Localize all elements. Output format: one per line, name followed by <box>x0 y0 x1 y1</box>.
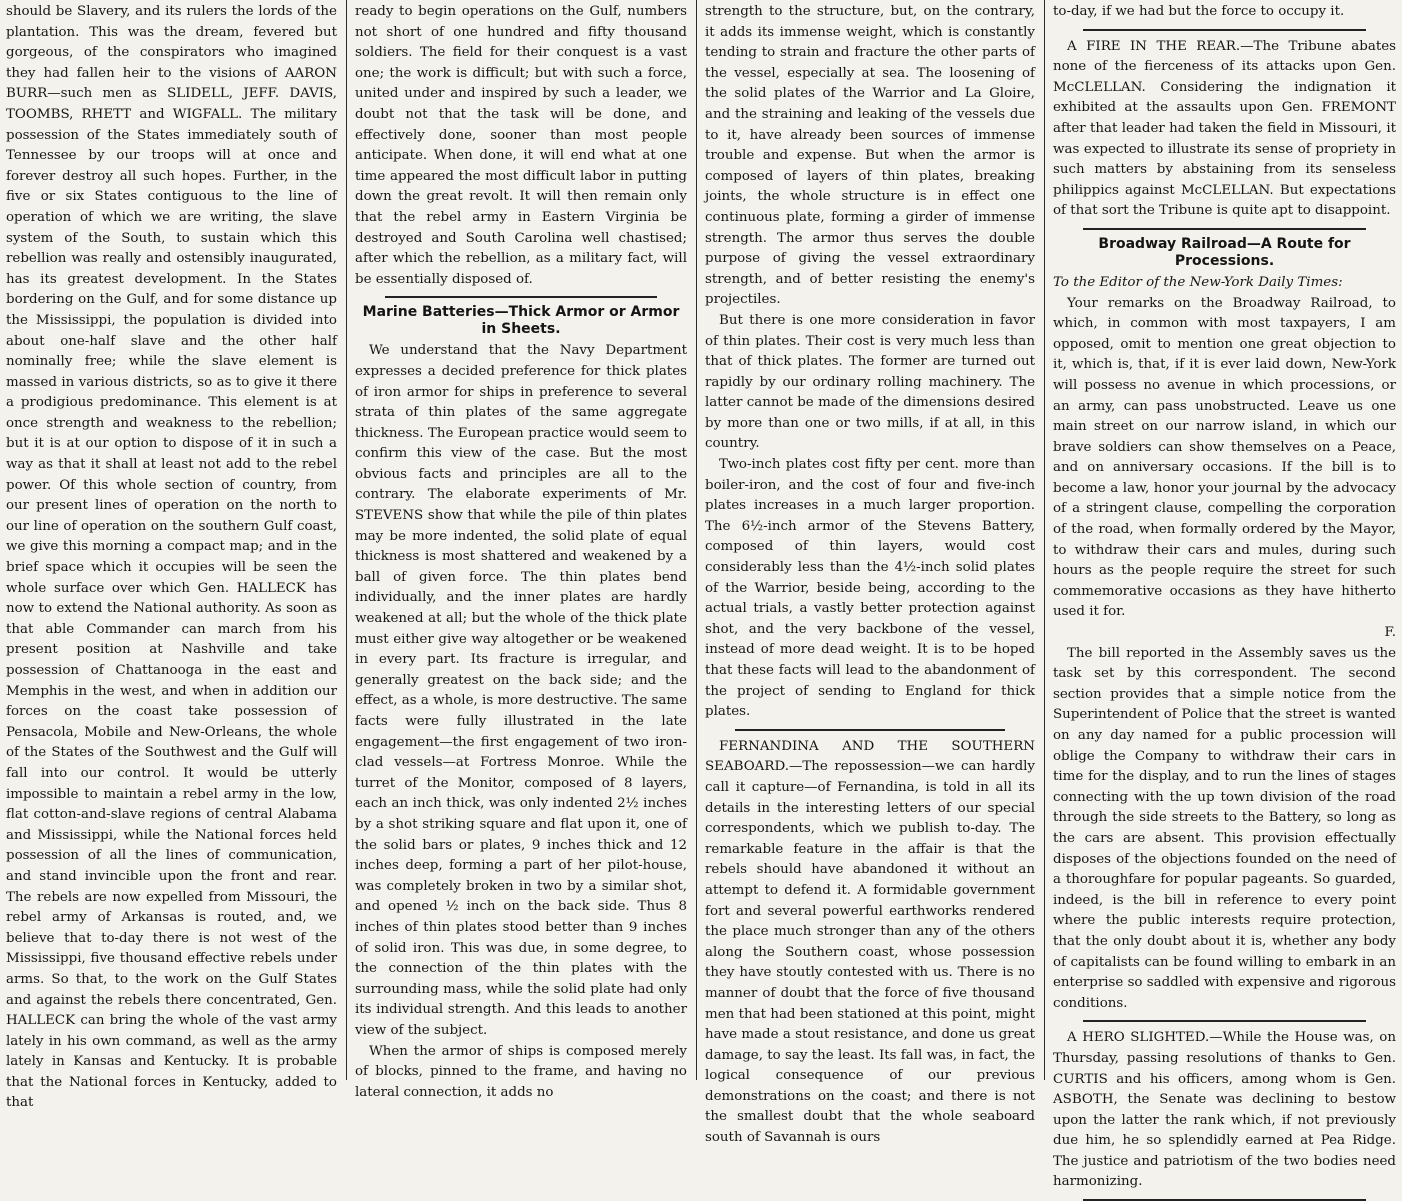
article-heading: Broadway Railroad—A Route for Processions. <box>1098 235 1351 269</box>
article-paragraph: should be Slavery, and its rulers the lords of the plantation. This was the dream, fevered but gorgeous, of the conspirators who imagined they had fallen heir to the visions of AARON BURR—such men as SLIDELL, JEFF. DAVIS, TOOMBS, RHETT and WIGFALL. The military possession of the States immediately south of Tennessee by our troops will at once and forever destroy all such hopes. Further, in the five or six States contiguous to the line of operation of which we are writing, the slave system of the South, to sustain which this rebellion was really and ostensibly inaugurated, has its greatest development. In the States bordering on the Gulf, and for some distance up the Mississippi, the population is divided into about one-half slave and the other half nominally free; while the slave element is massed in various districts, so as to give it there a prodigious predominance. This element is at once strength and weakness to the rebellion; but it is at our option to dispose of it in such a way as that it shall at least not add to the rebel power. Of this whole section of country, from our present lines of operation on the north to our line of operation on the southern Gulf coast, we give this morning a compact map; and in the brief space which it occupies will be seen the whole surface over which Gen. HALLECK has now to extend the National authority. As soon as that able Commander can march from his present position at Nashville and take possession of Chattanooga in the east and Memphis in the west, and when in addition our forces on the coast take possession of Pensacola, Mobile and New-Orleans, the whole of the States of the Southwest and the Gulf will fall into our control. It would be utterly impossible to maintain a rebel army in the low, flat cotton-and-slave regions of central Alabama and Mississippi, while the National forces held possession of all the lines of communication, and stand invincible upon the front and rear. The rebels are now expelled from Missouri, the rebel army of Arkansas is routed, and, we believe that to-day there is not west of the Mississippi, five thousand effective rebels under arms. So that, to the work on the Gulf States and against the rebels there concentrated, Gen. HALLECK can bring the whole of the vast army lately in his own command, as well as the army lately in Kansas and Kentucky. It is probable that the National forces in Kentucky, added to that <box>6 4 337 1111</box>
article-paragraph: When the armor of ships is composed merely of blocks, pinned to the frame, and having no lateral connection, it adds no <box>355 1043 687 1100</box>
article-paragraph: strength to the structure, but, on the contrary, it adds its immense weight, which is constantly tending to strain and fracture the other parts of the vessel, especially at sea. The loosening of the solid plates of the Warrior and La Gloire, and the straining and leaking of the vessels due to it, have already been sources of immense trouble and expense. But when the armor is composed of layers of thin plates, breaking joints, the whole structure is in effect one continuous plate, forming a girder of immense strength. The armor thus serves the double purpose of giving the vessel extraordinary strength, and of better resisting the enemy's projectiles. <box>705 4 1035 308</box>
section-divider <box>1083 1020 1366 1022</box>
article-paragraph: But there is one more consideration in favor of thin plates. Their cost is very much less than that of thick plates. The former are turned out rapidly by our ordinary rolling machinery. The latter cannot be made of the dimensions desired by more than one or two mills, if at all, in this country. <box>705 312 1035 452</box>
article-paragraph: ready to begin operations on the Gulf, numbers not short of one hundred and fifty thousand soldiers. The field for their conquest is a vast one; the work is difficult; but with such a force, united under and inspired by such a leader, we doubt not that the task will be done, and effectively done, sooner than most people anticipate. When done, it will end what at one time appeared the most difficult labor in putting down the great revolt. It will then remain only that the rebel army in Eastern Virginia be destroyed and South Carolina well chastised; after which the rebellion, as a military fact, will be essentially disposed of. <box>355 4 687 287</box>
article-paragraph: Two-inch plates cost fifty per cent. more than boiler-iron, and the cost of four and five-inch plates increases in a much larger proportion. The 6½-inch armor of the Stevens Battery, composed of thin layers, would cost considerably less than the 4½-inch solid plates of the Warrior, beside being, according to the actual trials, a vastly better protection against shot, and the very backbone of the vessel, instead of more dead weight. It is to be hoped that these facts will lead to the abandonment of the project of sending to England for thick plates. <box>705 457 1035 720</box>
column-rule <box>1044 0 1045 1080</box>
column-1 <box>0 0 343 1111</box>
section-divider <box>385 296 657 298</box>
column-rule <box>346 0 347 1080</box>
column-rule <box>696 0 697 1080</box>
section-divider <box>1083 29 1366 31</box>
article-paragraph: FERNANDINA AND THE SOUTHERN SEABOARD.—The repossession—we can hardly call it capture—of Fernandina, is told in all its details in the interesting letters of our special correspondents, which we publish to-day. The remarkable feature in the affair is that the rebels should have abandoned it without an attempt to defend it. A formidable government fort and several powerful earthworks rendered the place much stronger than any of the others along the Southern coast, whose possession they have stoutly contested with us. There is no manner of doubt that the force of five thousand men that had been stationed at this point, might have made a stout resistance, and done us great damage, to say the least. Its fall was, in fact, the logical consequence of our previous demonstrations on the coast; and there is not the smallest doubt that the whole seaboard south of Savannah is ours <box>705 738 1035 1146</box>
article-paragraph: We understand that the Navy Department expresses a decided preference for thick plates of iron armor for ships in preference to several strata of thin plates of the same aggregate thickness. The European practice would seem to confirm this view of the case. But the most obvious facts and principles are all to the contrary. The elaborate experiments of Mr. STEVENS show that while the pile of thin plates may be more indented, the solid plate of equal thickness is most shattered and weakened by a ball of given force. The thin plates bend individually, and the inner plates are hardly weakened at all; but the whole of the thick plate must either give way altogether or be weakened in every part. Its fracture is irregular, and generally greatest on the back side; and the effect, as a whole, is more destructive. The same facts were fully illustrated in the late engagement—the first engagement of two iron-clad vessels—at Fortress Monroe. While the turret of the Monitor, composed of 8 layers, each an inch thick, was only indented 2½ inches by a shot striking square and flat upon it, one of the solid bars or plates, 9 inches thick and 12 inches deep, forming a part of her pilot-house, was completely broken in two by a similar shot, and opened ½ inch on the back side. Thus 8 inches of thin plates stood better than 9 inches of solid iron. This was due, in some degree, to the connection of the thin plates with the surrounding mass, while the solid plate had only its individual strength. And this leads to another view of the subject. <box>355 343 687 1038</box>
article-paragraph: The bill reported in the Assembly saves us the task set by this correspondent. The second section provides that a simple notice from the Superintendent of Police that the street is wanted on any day named for a public procession will oblige the Company to withdraw their cars in time for the display, and to run the lines of stages connecting with the up town division of the road through the side streets to the Battery, so long as the cars are absent. This provision effectually disposes of the objections founded on the need of a thoroughfare for popular pageants. So guarded, indeed, is the bill in reference to every point where the public interests require protection, that the only doubt about it is, whether any body of capitalists can be found willing to embark in an enterprise so saddled with expensive and rigorous conditions. <box>1053 645 1397 1011</box>
column-4 <box>1047 0 1402 1190</box>
letter-salutation: To the Editor of the New-York Daily Times: <box>1053 274 1343 290</box>
column-3 <box>699 0 1041 1146</box>
letter-body: Your remarks on the Broadway Railroad, to which, in common with most taxpayers, I am opposed, omit to mention one great objection to it, which is, that, if it is ever laid down, New-York will possess no avenue in which processions, or an army, can pass unobstructed. Leave us one main street on our narrow island, in which our brave soldiers can show themselves on a Peace, and on anniversary occasions. If the bill is to become a law, honor your journal by the advocacy of a stringent clause, compelling the corporation of the road, when formally ordered by the Mayor, to withdraw their cars and mules, during such hours as the people require the street for such commemorative occasions as they have hitherto used it for. <box>1053 295 1396 620</box>
article-heading: Marine Batteries—Thick Armor or Armor in Sheets. <box>362 304 680 338</box>
letter-signature: F. <box>1384 625 1396 641</box>
article-paragraph: A HERO SLIGHTED.—While the House was, on Thursday, passing resolutions of thanks to Gen. CURTIS and his officers, among whom is Gen. ASBOTH, the Senate was declining to bestow upon the latter the rank which, if not previously due him, he so splendidly earned at Pea Ridge. The justice and patriotism of the two bodies need harmonizing. <box>1053 1030 1396 1190</box>
section-divider <box>1083 228 1366 230</box>
column-2 <box>349 0 693 1100</box>
article-paragraph: A FIRE IN THE REAR.—The Tribune abates none of the fierceness of its attacks upon Gen. McCLELLAN. Considering the indignation it exhibited at the assaults upon Gen. FREMONT after that leader had taken the field in Missouri, it was expected to illustrate its sense of propriety in such matters by abstaining from its senseless philippics against McCLELLAN. But expectations of that sort the Tribune is quite apt to disappoint. <box>1053 38 1396 219</box>
article-paragraph: to-day, if we had but the force to occupy it. <box>1053 4 1345 19</box>
section-divider <box>735 729 1005 731</box>
